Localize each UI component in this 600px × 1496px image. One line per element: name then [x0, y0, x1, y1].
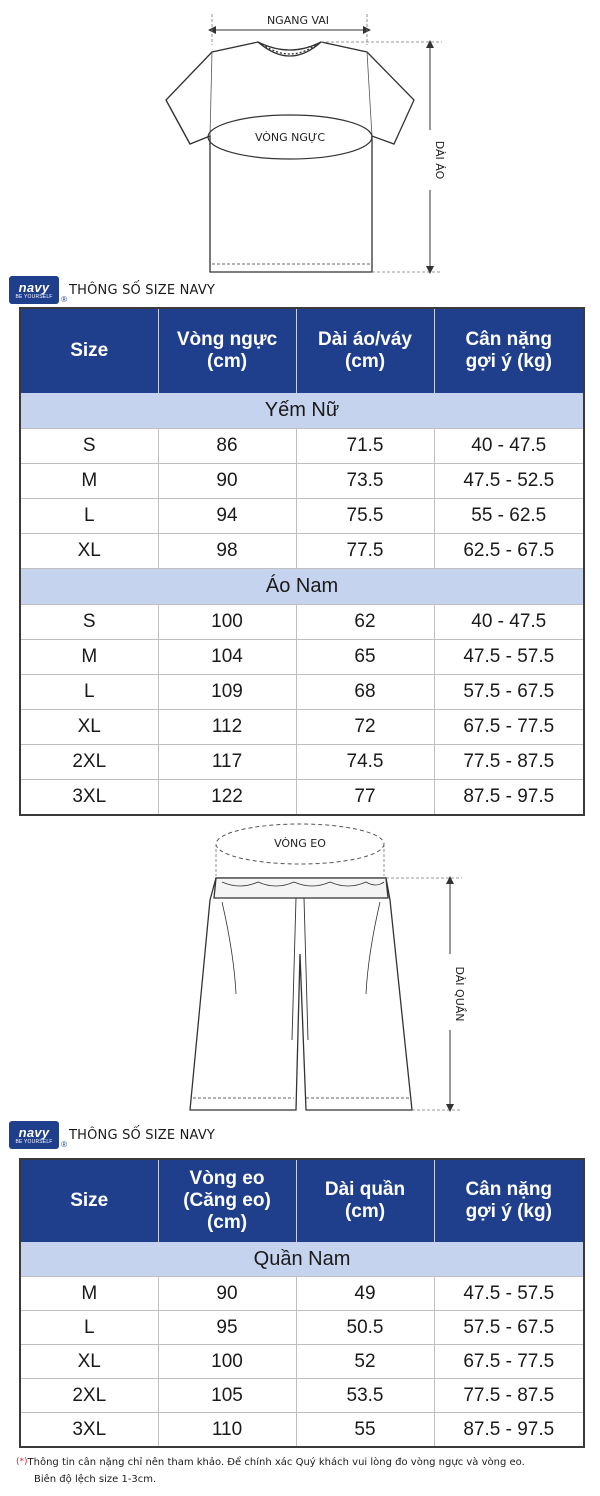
footnote-mark: (*) — [16, 1457, 28, 1467]
cell-weight: 62.5 - 67.5 — [434, 534, 584, 569]
cell-length: 72 — [296, 710, 434, 745]
footnote-line-2: Biên độ lệch size 1-3cm. — [34, 1474, 157, 1485]
cell-chest: 100 — [158, 605, 296, 640]
header-waist: Vòng eo (Căng eo) (cm) — [158, 1159, 296, 1242]
table-row — [20, 710, 584, 745]
navy-logo — [9, 276, 67, 304]
header-weight: Cân nặng gợi ý (kg) — [434, 308, 584, 393]
table-row — [20, 745, 584, 780]
group-label: Quần Nam — [20, 1242, 584, 1277]
brand-row-shirt — [9, 276, 215, 304]
table-row — [20, 605, 584, 640]
table-row — [20, 675, 584, 710]
cell-waist: 110 — [158, 1413, 296, 1448]
cell-weight: 77.5 - 87.5 — [434, 745, 584, 780]
group-label: Yếm Nữ — [20, 393, 584, 429]
cell-size: 3XL — [20, 780, 158, 816]
registered-mark: ® — [61, 295, 67, 304]
shirt-diagram — [0, 0, 600, 276]
cell-waist: 105 — [158, 1379, 296, 1413]
table-row — [20, 780, 584, 816]
header-length: Dài quần (cm) — [296, 1159, 434, 1242]
shirt-size-table — [19, 307, 585, 816]
cell-size: L — [20, 675, 158, 710]
table-row — [20, 1311, 584, 1345]
cell-length: 77.5 — [296, 534, 434, 569]
cell-size: 2XL — [20, 745, 158, 780]
cell-weight: 40 - 47.5 — [434, 429, 584, 464]
cell-weight: 57.5 - 67.5 — [434, 1311, 584, 1345]
group-label: Áo Nam — [20, 569, 584, 605]
cell-weight: 67.5 - 77.5 — [434, 1345, 584, 1379]
cell-chest: 86 — [158, 429, 296, 464]
cell-size: M — [20, 464, 158, 499]
cell-size: 2XL — [20, 1379, 158, 1413]
cell-size: L — [20, 499, 158, 534]
logo-word: navy — [18, 1124, 50, 1140]
header-size: Size — [20, 1159, 158, 1242]
cell-weight: 57.5 - 67.5 — [434, 675, 584, 710]
logo-slogan: BE YOURSELF — [15, 293, 53, 300]
cell-weight: 77.5 - 87.5 — [434, 1379, 584, 1413]
cell-chest: 90 — [158, 464, 296, 499]
cell-length: 62 — [296, 605, 434, 640]
cell-size: L — [20, 1311, 158, 1345]
cell-size: M — [20, 1277, 158, 1311]
navy-logo — [9, 1121, 67, 1149]
brand-row-shorts — [9, 1121, 215, 1149]
header-weight: Cân nặng gợi ý (kg) — [434, 1159, 584, 1242]
cell-length: 68 — [296, 675, 434, 710]
size-chart-title: THÔNG SỐ SIZE NAVY — [69, 282, 216, 298]
cell-waist: 100 — [158, 1345, 296, 1379]
logo-slogan: BE YOURSELF — [15, 1138, 53, 1145]
cell-chest: 94 — [158, 499, 296, 534]
table-row — [20, 499, 584, 534]
cell-weight: 47.5 - 52.5 — [434, 464, 584, 499]
cell-chest: 98 — [158, 534, 296, 569]
header-chest: Vòng ngực (cm) — [158, 308, 296, 393]
cell-size: M — [20, 640, 158, 675]
cell-chest: 117 — [158, 745, 296, 780]
shirt-length-label: DÀI ÁO — [433, 140, 446, 180]
footnote-text: Thông tin cân nặng chỉ nên tham khảo. Để chính xác Quý khách vui lòng đo vòng ngực và vòng eo. — [27, 1457, 525, 1468]
cell-weight: 87.5 - 97.5 — [434, 780, 584, 816]
size-chart-title: THÔNG SỐ SIZE NAVY — [69, 1127, 216, 1143]
cell-weight: 67.5 - 77.5 — [434, 710, 584, 745]
cell-size: 3XL — [20, 1413, 158, 1448]
cell-size: XL — [20, 1345, 158, 1379]
group-row — [20, 393, 584, 429]
cell-waist: 95 — [158, 1311, 296, 1345]
cell-length: 53.5 — [296, 1379, 434, 1413]
table-row — [20, 640, 584, 675]
cell-size: S — [20, 429, 158, 464]
table-header-row — [20, 1159, 584, 1242]
header-length: Dài áo/váy (cm) — [296, 308, 434, 393]
group-row — [20, 1242, 584, 1277]
shorts-size-table — [19, 1158, 585, 1448]
cell-weight: 55 - 62.5 — [434, 499, 584, 534]
footnote — [16, 1454, 591, 1488]
cell-chest: 104 — [158, 640, 296, 675]
cell-size: S — [20, 605, 158, 640]
table-row — [20, 1413, 584, 1448]
shorts-length-label: DÀI QUẦN — [453, 966, 466, 1022]
cell-size: XL — [20, 534, 158, 569]
cell-weight: 47.5 - 57.5 — [434, 1277, 584, 1311]
shorts-diagram — [0, 814, 600, 1120]
cell-chest: 109 — [158, 675, 296, 710]
footnote-line-1 — [16, 1454, 591, 1471]
registered-mark: ® — [61, 1140, 67, 1149]
table-row — [20, 429, 584, 464]
table-row — [20, 1379, 584, 1413]
cell-chest: 112 — [158, 710, 296, 745]
table-row — [20, 464, 584, 499]
shoulder-width-label: NGANG VAI — [266, 14, 330, 27]
waist-label: VÒNG EO — [274, 837, 326, 850]
logo-word: navy — [18, 279, 50, 295]
cell-waist: 90 — [158, 1277, 296, 1311]
cell-length: 77 — [296, 780, 434, 816]
cell-length: 75.5 — [296, 499, 434, 534]
cell-weight: 47.5 - 57.5 — [434, 640, 584, 675]
cell-weight: 40 - 47.5 — [434, 605, 584, 640]
cell-chest: 122 — [158, 780, 296, 816]
cell-weight: 87.5 - 97.5 — [434, 1413, 584, 1448]
tshirt-outline-icon — [166, 42, 414, 272]
table-row — [20, 1277, 584, 1311]
table-row — [20, 534, 584, 569]
table-header-row — [20, 308, 584, 393]
shorts-outline-icon — [190, 878, 412, 1110]
cell-length: 50.5 — [296, 1311, 434, 1345]
cell-size: XL — [20, 710, 158, 745]
cell-length: 73.5 — [296, 464, 434, 499]
table-row — [20, 1345, 584, 1379]
cell-length: 74.5 — [296, 745, 434, 780]
group-row — [20, 569, 584, 605]
cell-length: 71.5 — [296, 429, 434, 464]
cell-length: 65 — [296, 640, 434, 675]
cell-length: 55 — [296, 1413, 434, 1448]
chest-label: VÒNG NGỰC — [254, 131, 326, 144]
header-size: Size — [20, 308, 158, 393]
cell-length: 49 — [296, 1277, 434, 1311]
cell-length: 52 — [296, 1345, 434, 1379]
